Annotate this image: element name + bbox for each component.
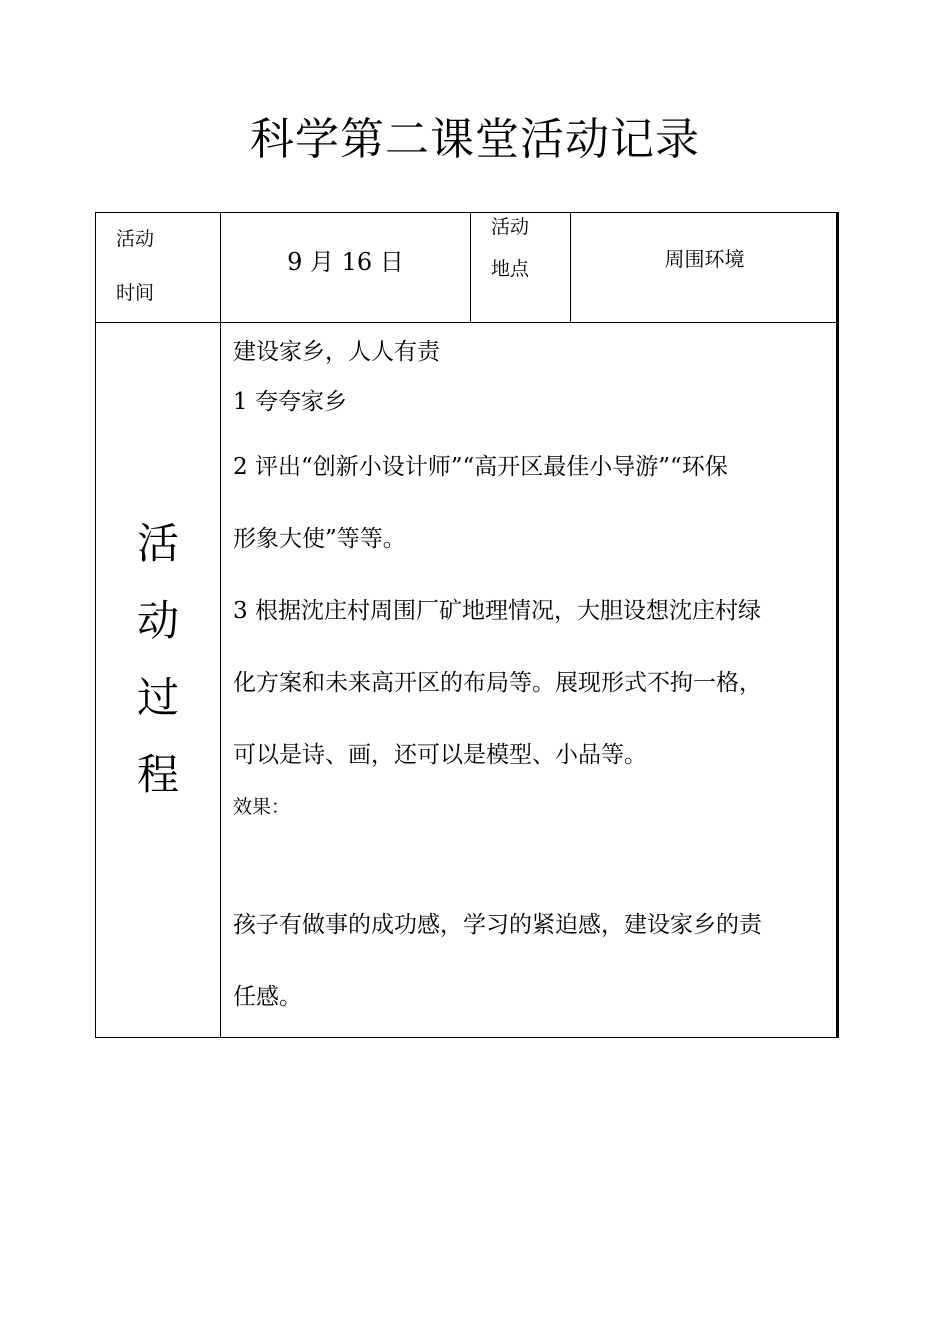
effect-line: 孩子有做事的成功感，学习的紧迫感，建设家乡的责 bbox=[233, 912, 762, 938]
activity-place-label-line1: 活动 bbox=[491, 216, 530, 238]
activity-process-content bbox=[221, 323, 838, 1038]
activity-place-value: 周围环境 bbox=[664, 247, 745, 271]
activity-record-table bbox=[95, 212, 839, 1038]
process-line: 2 评出“创新小设计师”“高开区最佳小导游”“环保 bbox=[233, 454, 728, 480]
process-label-char: 动 bbox=[136, 596, 179, 645]
process-line: 化方案和未来高开区的布局等。展现形式不拘一格， bbox=[233, 670, 762, 696]
activity-place-cell bbox=[571, 213, 838, 323]
page-title: 科学第二课堂活动记录 bbox=[250, 114, 700, 165]
process-row bbox=[96, 323, 838, 1038]
activity-date-cell bbox=[221, 213, 471, 323]
process-label-char: 活 bbox=[136, 519, 179, 568]
process-line: 建设家乡，人人有责 bbox=[233, 339, 440, 365]
activity-time-label-line1: 活动 bbox=[116, 228, 155, 250]
process-line: 3 根据沈庄村周围厂矿地理情况，大胆设想沈庄村绿 bbox=[233, 598, 761, 624]
activity-time-label-cell bbox=[96, 213, 221, 323]
activity-date-value: 9 月 16 日 bbox=[287, 248, 404, 276]
effect-line: 任感。 bbox=[233, 984, 302, 1010]
activity-process-label-cell bbox=[96, 323, 221, 1038]
process-line: 可以是诗、画，还可以是模型、小品等。 bbox=[233, 742, 647, 768]
activity-time-label-line2: 时间 bbox=[116, 282, 155, 304]
activity-place-label-cell bbox=[471, 213, 571, 323]
process-line: 形象大使”等等。 bbox=[233, 526, 406, 552]
activity-place-label-line2: 地点 bbox=[491, 258, 530, 280]
effect-label: 效果： bbox=[233, 796, 291, 818]
process-line: 1 夸夸家乡 bbox=[233, 389, 347, 415]
blank-space bbox=[233, 827, 828, 889]
header-row bbox=[96, 213, 838, 323]
process-label-char: 过 bbox=[136, 673, 179, 722]
activity-process-label bbox=[96, 505, 220, 813]
process-label-char: 程 bbox=[136, 750, 179, 799]
